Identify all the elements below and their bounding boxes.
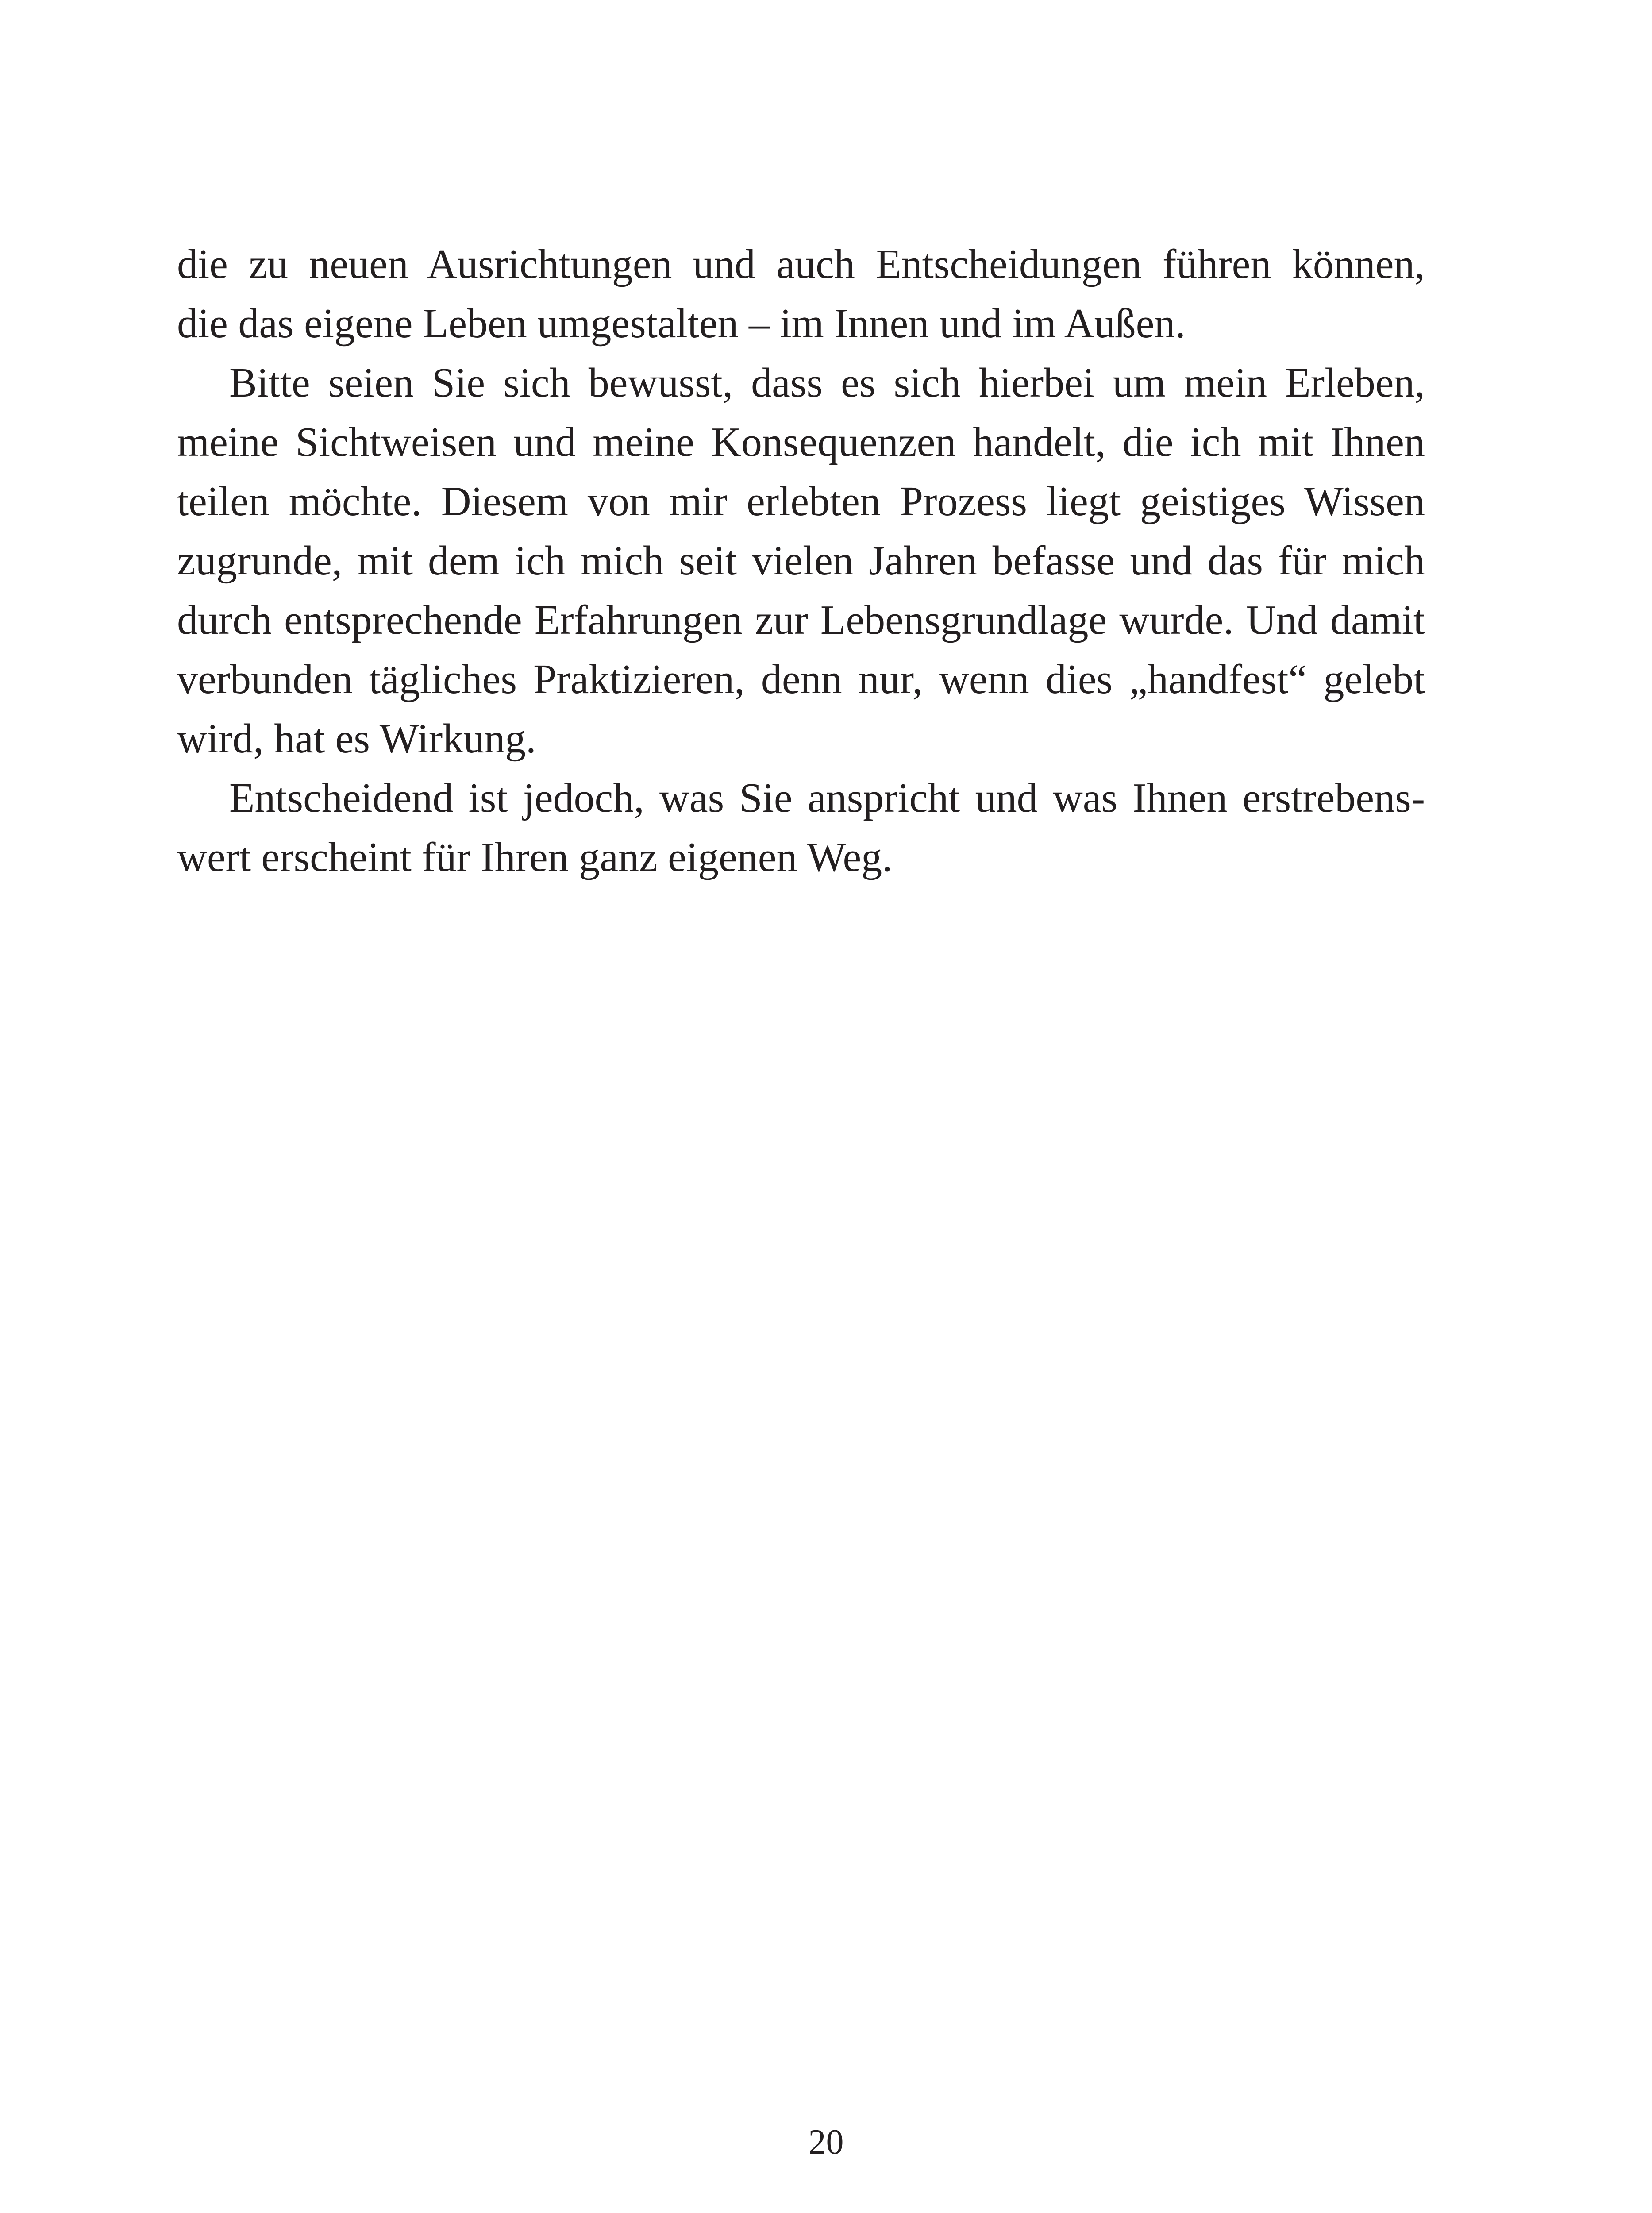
text-line: wert erscheint für Ihren ganz eigenen Weg. xyxy=(177,834,893,880)
page-number: 20 xyxy=(808,2123,844,2162)
text-line: Entscheidend ist jedoch, was Sie anspricht und was Ihnen erstrebens- xyxy=(229,775,1425,821)
text-line: Bitte seien Sie sich bewusst, dass es sich hierbei um mein Erleben, xyxy=(229,360,1425,406)
text-line: die zu neuen Ausrichtungen und auch Entscheidungen führen können, xyxy=(177,241,1425,287)
text-line: wird, hat es Wirkung. xyxy=(177,716,536,762)
text-line: zugrunde, mit dem ich mich seit vielen Jahren befasse und das für mich xyxy=(177,538,1425,584)
body-text xyxy=(177,235,1425,887)
text-line: meine Sichtweisen und meine Konsequenzen handelt, die ich mit Ihnen xyxy=(177,419,1425,465)
text-line: verbunden tägliches Praktizieren, denn nur, wenn dies „handfest“ gelebt xyxy=(177,656,1425,702)
text-line: teilen möchte. Diesem von mir erlebten Prozess liegt geistiges Wissen xyxy=(177,478,1425,524)
text-line: durch entsprechende Erfahrungen zur Lebensgrundlage wurde. Und damit xyxy=(177,597,1425,643)
text-line: die das eigene Leben umgestalten – im Innen und im Außen. xyxy=(177,301,1186,347)
